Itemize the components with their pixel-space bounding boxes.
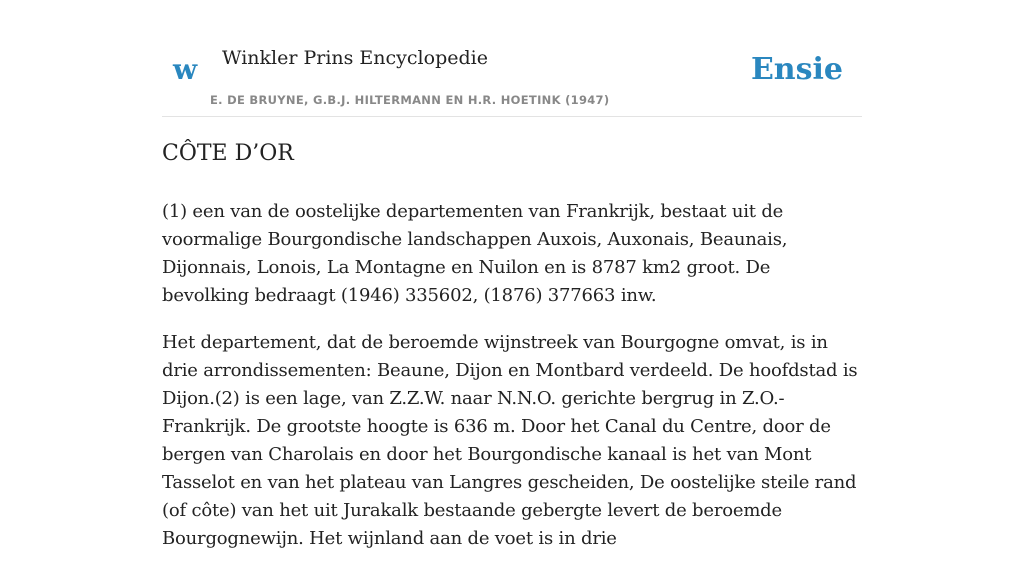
article-paragraph: (1) een van de oostelijke departementen van Frankrijk, bestaat uit de voormalige Bourgondische landschappen Auxois, Auxonais, Beaunais, Dijonnais, Lonois, La Montagne en Nuilon en is 8787 km2 groot. De bevolking bedraagt (1946) 335602, (1876) 377663 inw. (162, 201, 788, 306)
source-logo[interactable]: w (173, 53, 198, 86)
brand-logo[interactable]: Ensie (750, 52, 843, 87)
source-title[interactable]: Winkler Prins Encyclopedie (222, 47, 488, 69)
article (162, 138, 862, 572)
source-authors: E. DE BRUYNE, G.B.J. HILTERMANN EN H.R. HOETINK (1947) (210, 93, 610, 107)
source-header (162, 40, 862, 117)
article-title: CÔTE D’OR (162, 141, 294, 166)
article-paragraph: Het departement, dat de beroemde wijnstreek van Bourgogne omvat, is in drie arrondissementen: Beaune, Dijon en Montbard verdeeld. De hoofdstad is Dijon.(2) is een lage, van Z.Z.W. naar N.N.O. gerichte bergrug in Z.O.-Frankrijk. De grootste hoogte is 636 m. Door het Canal du Centre, door de bergen van Charolais en door het Bourgondische kanaal is het van Mont Tasselot en van het plateau van Langres gescheiden, De oostelijke steile rand (of côte) van het uit Jurakalk bestaande gebergte levert de beroemde Bourgognewijn. Het wijnland aan de voet is in drie (162, 332, 858, 549)
